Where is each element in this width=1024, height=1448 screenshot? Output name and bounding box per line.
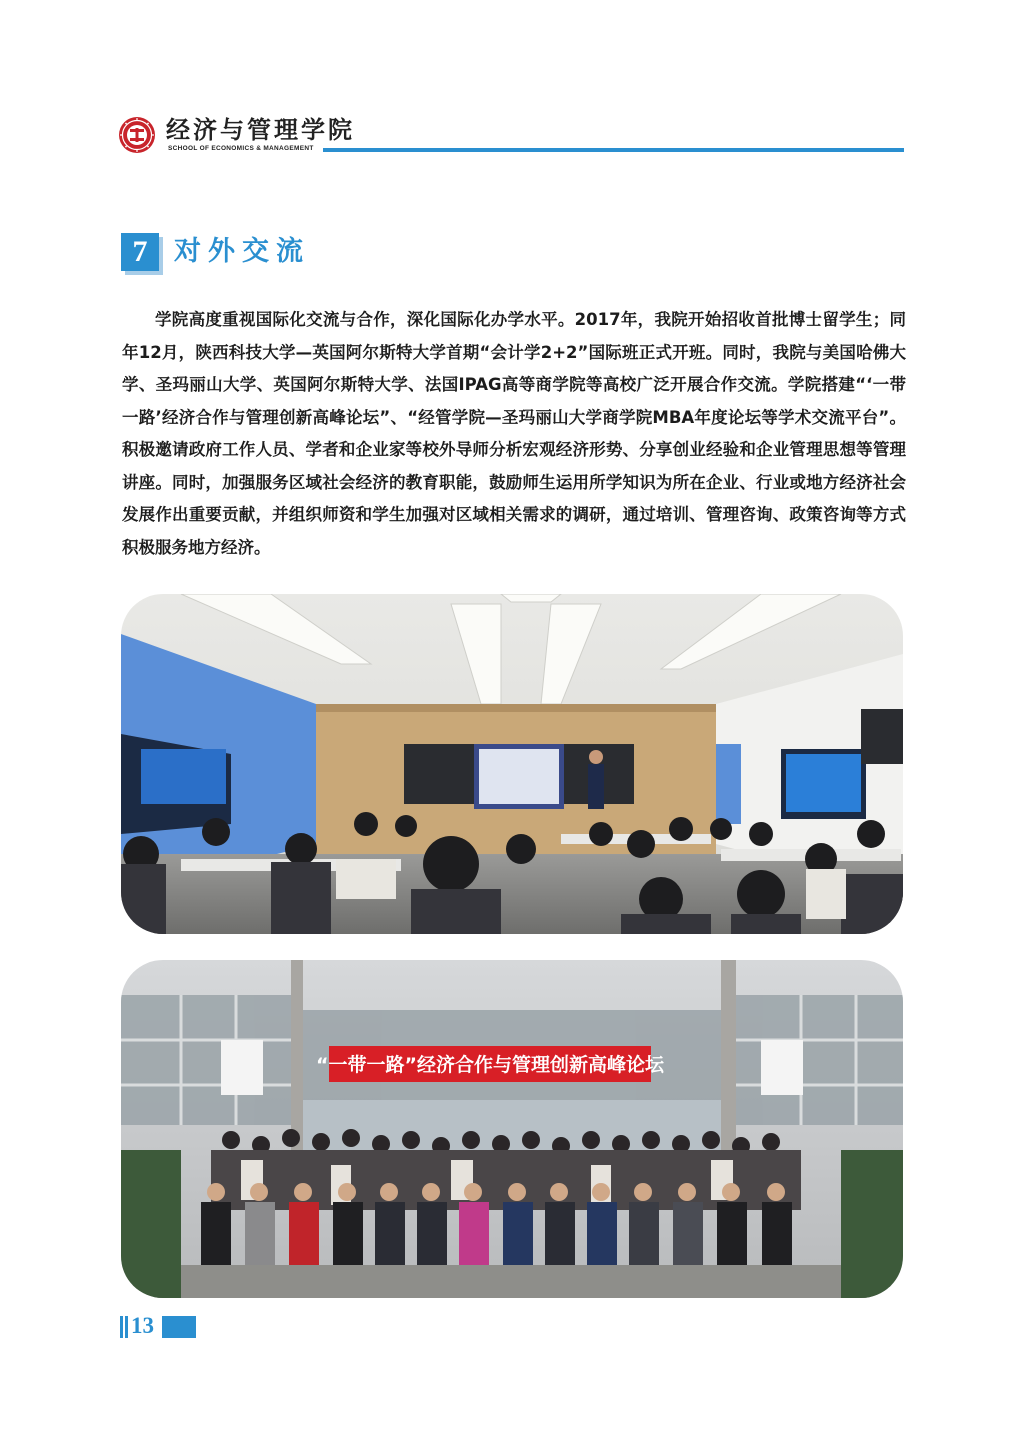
- school-name-en: SCHOOL OF ECONOMICS & MANAGEMENT: [168, 145, 314, 152]
- footer-bar: [125, 1316, 128, 1338]
- page-header: [118, 114, 904, 160]
- classroom-lecture-photo: [121, 594, 903, 934]
- footer-block: [162, 1316, 196, 1338]
- forum-banner: “一带一路”经济合作与管理创新高峰论坛: [316, 1054, 664, 1076]
- header-rule: [323, 148, 904, 152]
- school-name-cn: 经济与管理学院: [166, 115, 355, 144]
- footer-bar: [120, 1316, 123, 1338]
- section-number-badge: 7: [121, 233, 159, 271]
- forum-group-photo: [121, 960, 903, 1298]
- body-paragraph: 学院高度重视国际化交流与合作，深化国际化办学水平。2017年，我院开始招收首批博士留学生；同年12月，陕西科技大学—英国阿尔斯特大学首期“会计学2+2”国际班正式开班。同时，我院与美国哈佛大学、圣玛丽山大学、英国阿尔斯特大学、法国IPAG高等商学院等高校广泛开展合作交流。学院搭建“‘一带一路’经济合作与管理创新高峰论坛”、“经管学院—圣玛丽山大学商学院MBA年度论坛等学术交流平台”。积极邀请政府工作人员、学者和企业家等校外导师分析宏观经济形势、分享创业经验和企业管理思想等管理讲座。同时，加强服务区域社会经济的教育职能，鼓励师生运用所学知识为所在企业、行业或地方经济社会发展作出重要贡献，并组织师资和学生加强对区域相关需求的调研，通过培训、管理咨询、政策咨询等方式积极服务地方经济。: [122, 310, 906, 557]
- page-number: 13: [131, 1313, 154, 1338]
- section-title: 对外交流: [174, 236, 310, 267]
- university-seal-icon: [118, 116, 156, 154]
